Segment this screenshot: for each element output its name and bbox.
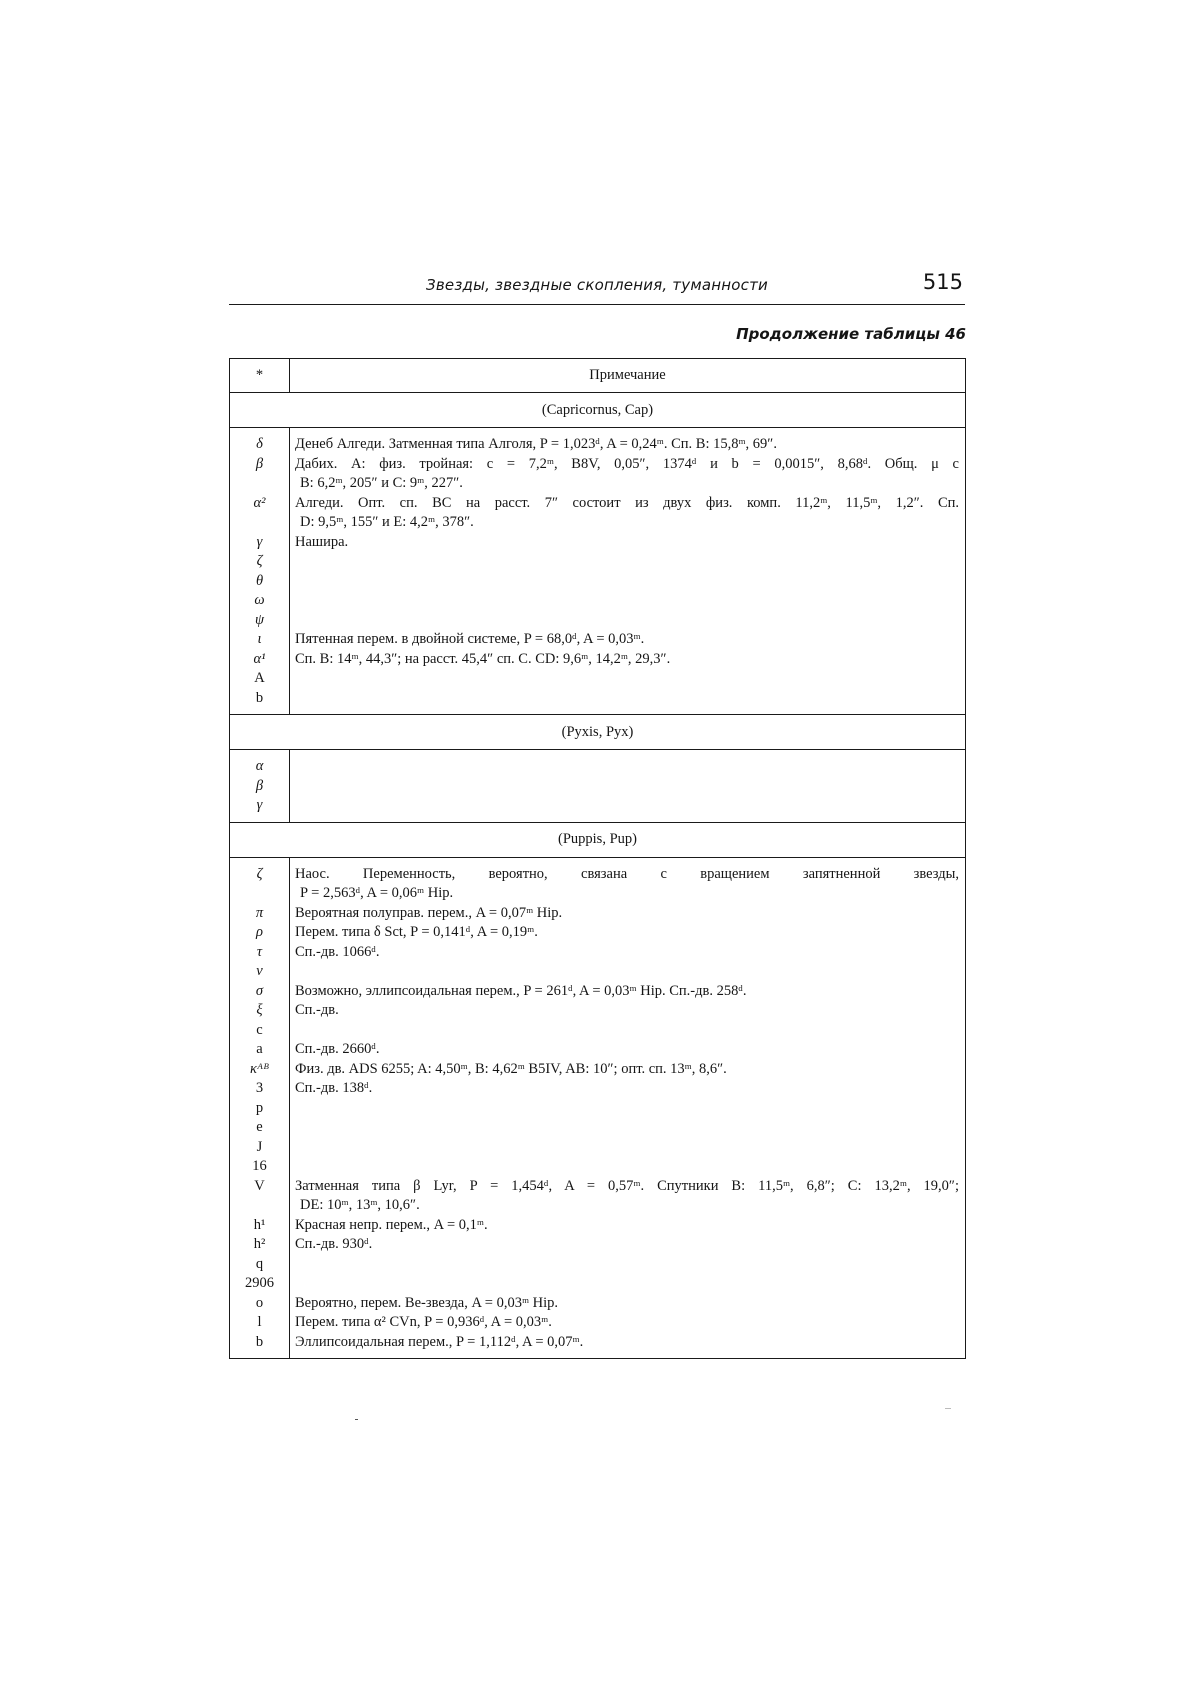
note-line [290,689,965,709]
note-line: Сп. B: 14ᵐ, 44,3″; на расст. 45,4″ сп. C. CD: 9,6ᵐ, 14,2ᵐ, 29,3″. [295,650,671,667]
note-line: Перем. типа α² CVn, P = 0,936ᵈ, A = 0,03ᵐ. [295,1314,552,1330]
star-designation: ζ [256,553,263,569]
note-line: Эллипсоидальная перем., P = 1,112ᵈ, A = 0,07ᵐ. [295,1333,584,1350]
star-designation: h² [253,1236,266,1252]
constellation-section-row [230,715,966,750]
star-designation: τ [256,943,263,960]
star-designation: b [255,689,264,706]
star-designation: b [255,1333,264,1350]
running-title: Звезды, звездные скопления, туманности [426,276,768,294]
star-designation: p [255,1099,264,1116]
constellation-title: (Puppis, Pup) [230,822,966,857]
star-designation: V [254,1177,265,1194]
note-line: D: 9,5ᵐ, 155″ и E: 4,2ᵐ, 378″. [300,514,474,530]
constellation-title: (Pyxis, Pyx) [230,715,966,750]
star-designation: a [256,1041,263,1057]
star-designation-spacer [230,884,289,904]
note-line: Алгеди. Опт. сп. BC на расст. 7″ состоит из двух физ. комп. 11,2ᵐ, 11,5ᵐ, 1,2″. Сп. [295,494,959,511]
notes-cell [290,857,966,1359]
star-designation: π [255,904,264,921]
star-designation: α² [253,494,266,511]
constellation-section-row [230,393,966,428]
section-body-row [230,428,966,715]
table-continuation-caption: Продолжение таблицы 46 [736,325,966,343]
star-designation: J [256,1138,263,1155]
star-designation: A [254,670,265,686]
star-designation: ν [256,963,263,979]
star-designation-spacer [230,1196,289,1216]
note-line: P = 2,563ᵈ, A = 0,06ᵐ Hip. [300,885,454,901]
constellation-title: (Capricornus, Cap) [230,393,966,428]
note-line [290,1274,965,1294]
star-designation: 16 [252,1158,267,1174]
note-line: Красная непр. перем., A = 0,1ᵐ. [295,1216,488,1233]
note-column-header: Примечание [290,359,966,393]
star-designation: α [255,758,264,774]
star-designation: o [255,1294,264,1311]
note-line: Возможно, эллипсоидальная перем., P = 261ᵈ, A = 0,03ᵐ Hip. Сп.-дв. 258ᵈ. [295,982,747,999]
star-designation: ζ [256,865,263,882]
notes-cell [290,750,966,823]
note-line [290,611,965,631]
star-designation: ψ [254,611,264,628]
section-body-row [230,857,966,1359]
star-designation-spacer [230,513,289,533]
note-line [290,777,965,797]
star-designation: ω [254,592,265,608]
star-designation: γ [256,797,263,813]
star-designation: δ [256,436,263,452]
note-line: Затменная типа β Lyr, P = 1,454ᵈ, A = 0,57ᵐ. Спутники B: 11,5ᵐ, 6,8″; C: 13,2ᵐ, 19,0″; [295,1177,959,1194]
star-designation: h¹ [253,1216,266,1233]
note-line: B: 6,2ᵐ, 205″ и C: 9ᵐ, 227″. [300,475,463,491]
note-line: DE: 10ᵐ, 13ᵐ, 10,6″. [300,1197,420,1213]
note-line: Перем. типа δ Sct, P = 0,141ᵈ, A = 0,19ᵐ. [295,924,538,940]
scan-speck [355,1419,358,1420]
star-notes-table [229,358,966,1359]
star-designation: κᴬᴮ [249,1060,270,1077]
star-designation: σ [255,982,264,999]
star-designation: q [255,1255,264,1272]
star-designation: l [257,1314,262,1330]
note-line: Нашира. [295,533,349,550]
note-line [290,962,965,982]
note-line: Денеб Алгеди. Затменная типа Алголя, P = 1,023ᵈ, A = 0,24ᵐ. Сп. B: 15,8ᵐ, 69″. [295,436,777,452]
note-line: Наос. Переменность, вероятно, связана с вращением запятненной звезды, [295,865,959,882]
note-line: Пятенная перем. в двойной системе, P = 68,0ᵈ, A = 0,03ᵐ. [295,631,645,647]
note-line [290,796,965,816]
star-designation: γ [256,533,263,550]
star-designation: α¹ [253,650,266,667]
star-designations-cell [230,428,290,715]
note-line: Вероятная полуправ. перем., A = 0,07ᵐ Hip. [295,904,563,921]
note-line: Сп.-дв. 2660ᵈ. [295,1041,380,1057]
note-line [290,1118,965,1138]
notes-cell [290,428,966,715]
star-designation: ξ [256,1002,263,1018]
star-designation-spacer [230,474,289,494]
note-line: Физ. дв. ADS 6255; A: 4,50ᵐ, B: 4,62ᵐ B5IV, AB: 10″; опт. сп. 13ᵐ, 8,6″. [295,1060,727,1077]
star-designation: β [255,777,264,794]
scan-speck [945,1408,951,1409]
note-line [290,1021,965,1041]
note-line: Сп.-дв. 138ᵈ. [295,1080,373,1096]
note-line [290,552,965,572]
constellation-section-row [230,822,966,857]
note-line [290,1099,965,1119]
note-line [290,669,965,689]
star-designations-cell [230,750,290,823]
note-line [290,757,965,777]
note-line: Сп.-дв. 1066ᵈ. [295,943,380,960]
page-header [229,268,965,305]
star-designation: ρ [256,924,263,940]
note-line: Дабих. A: физ. тройная: c = 7,2ᵐ, B8V, 0,05″, 1374ᵈ и b = 0,0015″, 8,68ᵈ. Общ. μ с [295,455,959,472]
note-line [290,1157,965,1177]
star-column-header: * [230,359,290,393]
table-header-row [230,359,966,393]
star-designation: ι [257,631,262,647]
star-designation: β [255,455,264,472]
page-number: 515 [922,270,963,294]
star-designation: θ [255,572,264,589]
section-body-row [230,750,966,823]
note-line: Сп.-дв. 930ᵈ. [295,1236,373,1252]
star-designation: 3 [255,1080,264,1096]
star-designations-cell [230,857,290,1359]
note-line [290,591,965,611]
note-line: Сп.-дв. [295,1002,339,1018]
star-designation: c [256,1021,263,1038]
note-line: Вероятно, перем. Be-звезда, A = 0,03ᵐ Hip. [295,1294,559,1311]
note-line [290,1255,965,1275]
star-designation: e [256,1119,263,1135]
star-designation: 2906 [245,1275,274,1291]
note-line [290,572,965,592]
note-line [290,1138,965,1158]
